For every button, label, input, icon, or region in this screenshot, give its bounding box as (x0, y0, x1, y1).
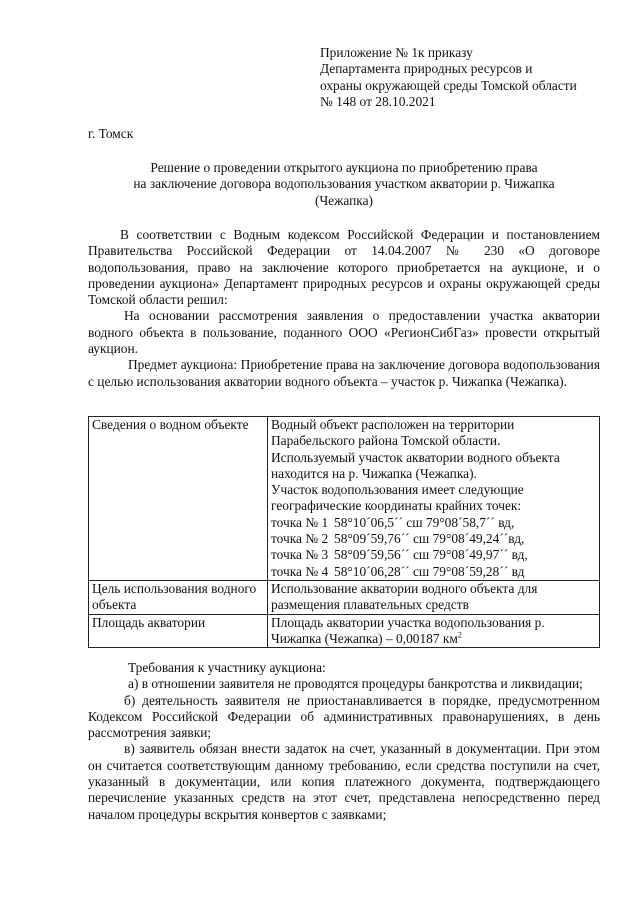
requirement-v: в) заявитель обязан внести задаток на счет, указанный в документации. При этом он считается соответствующим данному требованию, если средства поступили на счет, указанный в документации, или копия платежного документа, подтверждающего перечисление указанных средств на этот счет, представлена непосредственно перед началом процедуры вскрытия конвертов с заявками; (88, 741, 600, 822)
table-cell-label: Цель использования водного объекта (89, 580, 268, 614)
requirement-a: а) в отношении заявителя не проводятся процедуры банкротства и ликвидации; (128, 676, 583, 692)
area-text: Площадь акватории участка водопользования р. Чижапка (Чежапка) – 0,00187 км (271, 614, 545, 646)
point-name: точка № 1 (271, 514, 329, 530)
water-object-table (88, 416, 600, 648)
appendix-line: Департамента природных ресурсов и (320, 61, 533, 77)
title-line: Решение о проведении открытого аукциона по приобретению права (150, 160, 538, 175)
paragraph-legal-basis: В соответствии с Водным кодексом Российской Федерации и постановлением Правительства Российской Федерации от 14.04.2007 № 230 «О договоре водопользования, право на заключение которого приобретается на аукционе, и о проведении аукциона» Департамент природных ресурсов и охраны окружающей среды Томской области решил: (88, 227, 600, 308)
coordinate-point (271, 564, 597, 580)
coordinate-point (271, 531, 597, 547)
city-name: г. Томск (88, 126, 134, 141)
paragraph-auction-subject: Предмет аукциона: Приобретение права на заключение договора водопользования с целью использования акватории водного объекта – участок р. Чижапка (Чежапка). (88, 357, 600, 389)
table-cell-value (268, 417, 600, 581)
point-coords: 58°09´59,76´´ сш 79°08´49,24´´вд, (334, 531, 525, 547)
title-line: на заключение договора водопользования участком акватории р. Чижапка (133, 176, 555, 192)
point-coords: 58°10´06,28´´ сш 79°08´59,28´´ вд (334, 563, 525, 579)
appendix-header (320, 45, 620, 110)
appendix-line: охраны окружающей среды Томской области (320, 77, 577, 93)
table-cell-label: Сведения о водном объекте (89, 417, 268, 581)
point-name: точка № 3 (271, 547, 329, 563)
document-title (88, 160, 600, 209)
table-row (89, 580, 600, 614)
coordinate-point (271, 515, 597, 531)
requirements-heading: Требования к участнику аукциона: (128, 660, 326, 675)
table-cell-label: Площадь акватории (89, 614, 268, 648)
coordinate-point (271, 547, 597, 563)
point-coords: 58°09´59,56´´ сш 79°08´49,97´´ вд, (334, 547, 528, 563)
table-cell-value: Использование акватории водного объекта для размещения плавательных средств (268, 580, 600, 614)
document-body (88, 227, 600, 390)
table-row (89, 417, 600, 581)
point-coords: 58°10´06,5´´ сш 79°08´58,7´´ вд, (334, 514, 515, 530)
title-line: (Чежапка) (315, 192, 373, 208)
point-name: точка № 4 (271, 563, 329, 579)
requirements-section (88, 660, 600, 823)
requirement-b: б) деятельность заявителя не приостанавливается в порядке, предусмотренном Кодексом Российской Федерации об административных правонарушениях, в день рассмотрения заявки; (88, 692, 600, 741)
coordinates-intro: Участок водопользования имеет следующие географические координаты крайних точек: (271, 482, 524, 514)
table-row (89, 614, 600, 648)
appendix-line: Приложение № 1к приказу (320, 45, 473, 60)
paragraph-decision: На основании рассмотрения заявления о предоставлении участка акватории водного объекта в пользование, поданного ООО «РегионСибГаз» провести открытый аукцион. (88, 308, 600, 357)
water-area-location: Используемый участок акватории водного объекта находится на р. Чижапка (Чежапка). (271, 449, 560, 481)
table-cell-value (268, 614, 600, 648)
water-object-location: Водный объект расположен на территории Парабельского района Томской области. (271, 417, 515, 449)
appendix-line: № 148 от 28.10.2021 (320, 93, 436, 109)
area-unit-superscript: 2 (457, 630, 462, 640)
point-name: точка № 2 (271, 531, 329, 547)
